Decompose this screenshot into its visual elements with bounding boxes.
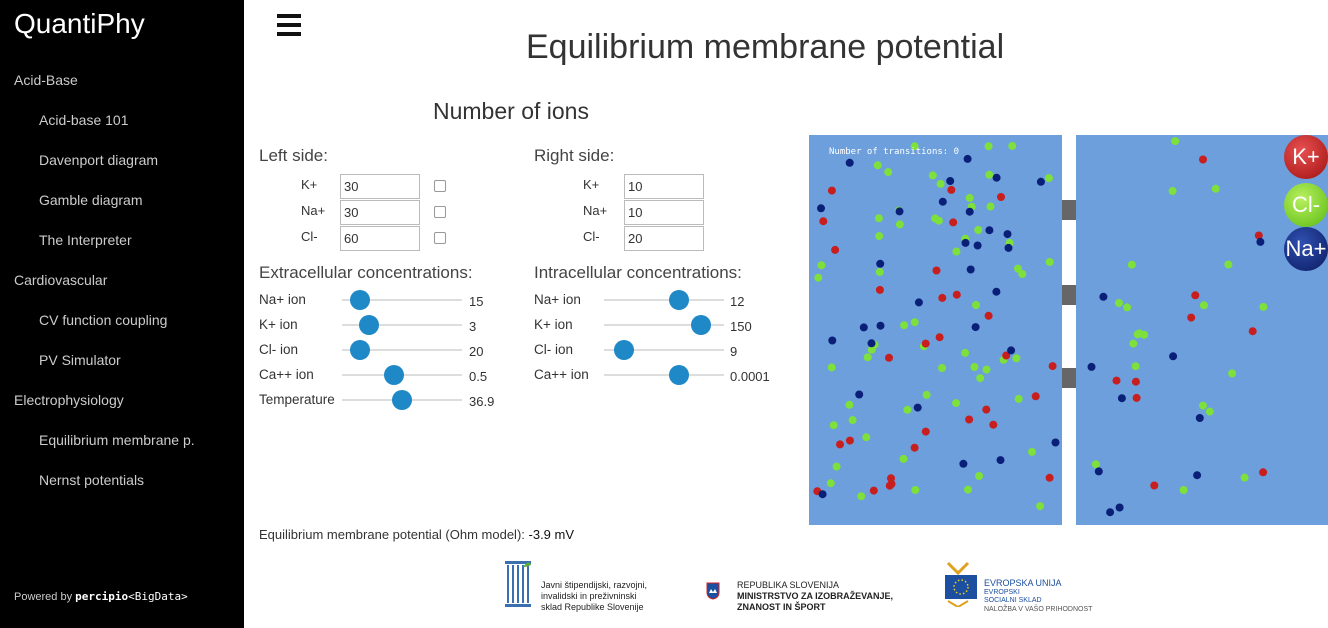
cl-ion — [1015, 395, 1023, 403]
k-ion — [846, 437, 854, 445]
right-k-label: K+ — [583, 177, 600, 192]
page-title: Equilibrium membrane potential — [526, 28, 1005, 66]
cl-ion — [985, 142, 993, 150]
intracellular-slider[interactable] — [604, 340, 724, 360]
na-ion — [967, 266, 975, 274]
na-ion — [1099, 293, 1107, 301]
na-ion — [1193, 471, 1201, 479]
cl-ion — [900, 455, 908, 463]
nav-section-electrophysiology[interactable]: Electrophysiology — [14, 392, 124, 408]
extracellular-value: 0.5 — [469, 369, 488, 384]
na-ion — [1004, 230, 1012, 238]
powered-by — [14, 590, 188, 603]
k-ion — [985, 312, 993, 320]
k-ion — [1249, 327, 1257, 335]
k-ion — [876, 286, 884, 294]
left-k-label: K+ — [301, 177, 318, 192]
na-ion — [876, 260, 884, 268]
na-ion — [846, 159, 854, 167]
nav-item-cv-function-coupling[interactable]: CV function coupling — [39, 312, 168, 328]
left-side-title: Left side: — [259, 146, 328, 165]
k-ion — [989, 421, 997, 429]
na-ion — [855, 391, 863, 399]
cl-ion — [1224, 261, 1232, 269]
extracellular-slider[interactable] — [342, 315, 462, 335]
extracellular-slider-thumb[interactable] — [359, 315, 379, 335]
brand-title[interactable]: QuantiPhy — [14, 8, 145, 39]
na-ion — [896, 207, 904, 215]
na-ion — [1088, 363, 1096, 371]
cl-ion — [884, 168, 892, 176]
na-ion — [1196, 414, 1204, 422]
cl-ion — [964, 486, 972, 494]
left-cl-checkbox[interactable] — [434, 232, 446, 244]
ion-particles — [809, 135, 1328, 525]
k-ion — [933, 267, 941, 275]
cl-ion — [985, 171, 993, 179]
intracellular-value: 150 — [730, 319, 752, 334]
intracellular-slider-thumb[interactable] — [669, 290, 689, 310]
na-ion — [1007, 346, 1015, 354]
na-ion — [964, 155, 972, 163]
k-ion — [947, 186, 955, 194]
extracellular-value: 15 — [469, 294, 484, 309]
right-na-label: Na+ — [583, 203, 608, 218]
cl-ion — [827, 479, 835, 487]
k-ion — [1187, 314, 1195, 322]
cl-ion — [929, 171, 937, 179]
intracellular-slider-thumb[interactable] — [614, 340, 634, 360]
intracellular-value: 12 — [730, 294, 745, 309]
cl-ion — [911, 318, 919, 326]
cl-ion — [1028, 448, 1036, 456]
cl-ion — [1212, 185, 1220, 193]
left-na-checkbox[interactable] — [434, 206, 446, 218]
result-label: Equilibrium membrane potential (Ohm model): — [259, 527, 525, 542]
na-ion — [997, 456, 1005, 464]
extracellular-value: 20 — [469, 344, 484, 359]
cl-ion — [976, 374, 984, 382]
k-ion — [922, 428, 930, 436]
k-ion — [936, 333, 944, 341]
cl-ion — [833, 463, 841, 471]
cl-ion — [935, 217, 943, 225]
cl-ion — [937, 180, 945, 188]
intracellular-title: Intracellular concentrations: — [534, 263, 742, 282]
extracellular-title: Extracellular concentrations: — [259, 263, 473, 282]
k-ion — [953, 291, 961, 299]
nav-item-equilibrium-membrane[interactable]: Equilibrium membrane p. — [39, 432, 195, 448]
cl-ion — [876, 268, 884, 276]
k-ion — [911, 444, 919, 452]
cl-ion — [828, 363, 836, 371]
na-ion — [946, 177, 954, 185]
cl-ion — [1241, 474, 1249, 482]
cl-ion — [952, 399, 960, 407]
k-ion — [982, 406, 990, 414]
k-ion — [1032, 392, 1040, 400]
cl-ion — [862, 433, 870, 441]
na-ion — [1052, 439, 1060, 447]
eu-flag-icon — [944, 561, 978, 607]
na-ion — [1256, 238, 1264, 246]
na-ion — [966, 208, 974, 216]
na-ion — [972, 323, 980, 331]
cl-ion — [1228, 369, 1236, 377]
intracellular-slider[interactable] — [604, 315, 724, 335]
na-ion — [817, 204, 825, 212]
powered-brand[interactable]: percipio — [75, 590, 129, 603]
na-ion — [962, 239, 970, 247]
k-ion — [1150, 482, 1158, 490]
powered-prefix: Powered by — [14, 591, 73, 603]
k-ion — [870, 487, 878, 495]
cl-ion — [974, 226, 982, 234]
na-ion — [959, 460, 967, 468]
k-ion — [949, 218, 957, 226]
extracellular-label: Cl- ion — [259, 342, 299, 357]
na-ion — [1169, 352, 1177, 360]
extracellular-label: Na+ ion — [259, 292, 306, 307]
cl-ion — [857, 492, 865, 500]
result-line — [259, 527, 574, 542]
cl-ion — [970, 363, 978, 371]
cl-ion — [975, 472, 983, 480]
intracellular-label: Na+ ion — [534, 292, 581, 307]
cl-ion — [900, 321, 908, 329]
cl-ion — [875, 232, 883, 240]
cl-ion — [961, 349, 969, 357]
cl-ion — [1012, 354, 1020, 362]
na-ion — [985, 226, 993, 234]
cl-ion — [1092, 460, 1100, 468]
cl-ion — [864, 353, 872, 361]
cl-ion — [983, 366, 991, 374]
nav-item-davenport-diagram[interactable]: Davenport diagram — [39, 152, 159, 168]
na-ion — [1118, 394, 1126, 402]
na-ion — [974, 242, 982, 250]
k-ion — [997, 193, 1005, 201]
na-ion — [1095, 467, 1103, 475]
extracellular-slider[interactable] — [342, 340, 462, 360]
transitions-counter: Number of transitions: 0 — [829, 147, 960, 157]
left-k-checkbox[interactable] — [434, 180, 446, 192]
cl-ion — [1169, 187, 1177, 195]
powered-suffix: <BigData> — [128, 590, 188, 603]
cl-ion — [952, 248, 960, 256]
fund-logo-text: Javni štipendijski, razvojni, invalidski in preživninski sklad Republike Slovenije — [541, 580, 648, 612]
na-ion — [1037, 178, 1045, 186]
cl-ion — [1180, 486, 1188, 494]
cl-ion — [987, 203, 995, 211]
cl-ion — [1134, 330, 1142, 338]
cl-ion — [972, 301, 980, 309]
intracellular-slider-thumb[interactable] — [669, 365, 689, 385]
left-na-input[interactable] — [340, 200, 420, 225]
cl-ion — [1128, 261, 1136, 269]
k-ion — [1049, 362, 1057, 370]
nav-section-cardiovascular[interactable]: Cardiovascular — [14, 272, 108, 288]
na-ion — [877, 322, 885, 330]
cl-ion — [814, 274, 822, 282]
extracellular-label: Temperature — [259, 392, 335, 407]
extracellular-slider-thumb[interactable] — [350, 340, 370, 360]
na-ion — [828, 337, 836, 345]
k-ion — [819, 217, 827, 225]
na-ion — [1005, 244, 1013, 252]
k-ion — [1132, 378, 1140, 386]
cl-ion — [1045, 174, 1053, 182]
cl-ion — [830, 421, 838, 429]
ions-section-title: Number of ions — [433, 98, 589, 124]
cl-ion — [1200, 301, 1208, 309]
extracellular-label: Ca++ ion — [259, 367, 314, 382]
right-cl-input[interactable] — [624, 226, 704, 251]
intracellular-slider[interactable] — [604, 365, 724, 385]
extracellular-slider-thumb[interactable] — [350, 290, 370, 310]
cl-ion — [1259, 303, 1267, 311]
nav-item-pv-simulator[interactable]: PV Simulator — [39, 352, 121, 368]
nav-item-gamble-diagram[interactable]: Gamble diagram — [39, 192, 143, 208]
intracellular-slider-thumb[interactable] — [691, 315, 711, 335]
na-ion — [1106, 508, 1114, 516]
cl-ion — [938, 364, 946, 372]
nav-section-acid-base[interactable]: Acid-Base — [14, 72, 78, 88]
intracellular-label: Cl- ion — [534, 342, 574, 357]
cl-ion — [1129, 340, 1137, 348]
cl-ion — [1046, 258, 1054, 266]
k-ion — [1199, 156, 1207, 164]
right-k-input[interactable] — [624, 174, 704, 199]
na-ion — [914, 404, 922, 412]
slovenia-coat-of-arms-icon — [706, 582, 720, 600]
extracellular-value: 3 — [469, 319, 477, 334]
cl-ion — [966, 194, 974, 202]
k-ion — [1113, 377, 1121, 385]
k-ion — [1133, 394, 1141, 402]
k-ion — [1191, 291, 1199, 299]
na-ion — [992, 288, 1000, 296]
cl-ion — [1206, 408, 1214, 416]
na-ion — [860, 323, 868, 331]
k-ion — [831, 246, 839, 254]
extracellular-slider[interactable] — [342, 390, 462, 410]
right-na-input[interactable] — [624, 200, 704, 225]
cl-ion — [896, 220, 904, 228]
cl-ion — [911, 486, 919, 494]
legend-cl: Cl- — [1284, 183, 1328, 227]
intracellular-label: Ca++ ion — [534, 367, 589, 382]
cl-ion — [1115, 299, 1123, 307]
na-ion — [1116, 504, 1124, 512]
intracellular-value: 9 — [730, 344, 738, 359]
k-ion — [836, 440, 844, 448]
na-ion — [915, 298, 923, 306]
cl-ion — [903, 406, 911, 414]
k-ion — [1046, 474, 1054, 482]
menu-toggle-icon[interactable] — [277, 14, 301, 38]
legend-k: K+ — [1284, 135, 1328, 179]
k-ion — [885, 354, 893, 362]
cl-ion — [1199, 402, 1207, 410]
nav-item-acid-base-101[interactable]: Acid-base 101 — [39, 112, 129, 128]
intracellular-slider[interactable] — [604, 290, 724, 310]
na-ion — [939, 198, 947, 206]
k-ion — [965, 416, 973, 424]
extracellular-slider-thumb[interactable] — [392, 390, 412, 410]
fund-logo-icon — [503, 557, 533, 611]
k-ion — [1259, 468, 1267, 476]
k-ion — [887, 474, 895, 482]
extracellular-slider[interactable] — [342, 290, 462, 310]
nav-item-nernst-potentials[interactable]: Nernst potentials — [39, 472, 145, 488]
cl-ion — [817, 261, 825, 269]
k-ion — [922, 340, 930, 348]
extracellular-slider[interactable] — [342, 365, 462, 385]
cl-ion — [874, 161, 882, 169]
extracellular-value: 36.9 — [469, 394, 495, 409]
na-ion — [993, 174, 1001, 182]
right-side-title: Right side: — [534, 146, 615, 165]
extracellular-slider-thumb[interactable] — [384, 365, 404, 385]
ministry-logo-text: REPUBLIKA SLOVENIJA MINISTRSTVO ZA IZOBRAŽEVANJE, ZNANOST IN ŠPORT — [737, 580, 894, 612]
intracellular-value: 0.0001 — [730, 369, 770, 384]
na-ion — [819, 490, 827, 498]
extracellular-label: K+ ion — [259, 317, 298, 332]
cl-ion — [875, 214, 883, 222]
left-cl-input[interactable] — [340, 226, 420, 251]
eu-logo-text: EVROPSKA UNIJA EVROPSKI SOCIALNI SKLAD NALOŽBA V VAŠO PRIHODNOST — [984, 578, 1093, 613]
left-k-input[interactable] — [340, 174, 420, 199]
cl-ion — [1008, 142, 1016, 150]
left-na-label: Na+ — [301, 203, 326, 218]
cl-ion — [1018, 270, 1026, 278]
k-ion — [938, 294, 946, 302]
cl-ion — [1123, 303, 1131, 311]
cl-ion — [845, 401, 853, 409]
cl-ion — [923, 391, 931, 399]
right-cl-label: Cl- — [583, 229, 600, 244]
left-cl-label: Cl- — [301, 229, 318, 244]
membrane-simulation — [809, 135, 1328, 525]
cl-ion — [1132, 362, 1140, 370]
cl-ion — [1171, 137, 1179, 145]
result-value: -3.9 mV — [528, 527, 575, 542]
cl-ion — [1036, 502, 1044, 510]
sidebar — [0, 0, 244, 628]
legend-na: Na+ — [1284, 227, 1328, 271]
cl-ion — [849, 416, 857, 424]
k-ion — [828, 187, 836, 195]
na-ion — [868, 339, 876, 347]
nav-item-the-interpreter[interactable]: The Interpreter — [39, 232, 132, 248]
intracellular-label: K+ ion — [534, 317, 573, 332]
